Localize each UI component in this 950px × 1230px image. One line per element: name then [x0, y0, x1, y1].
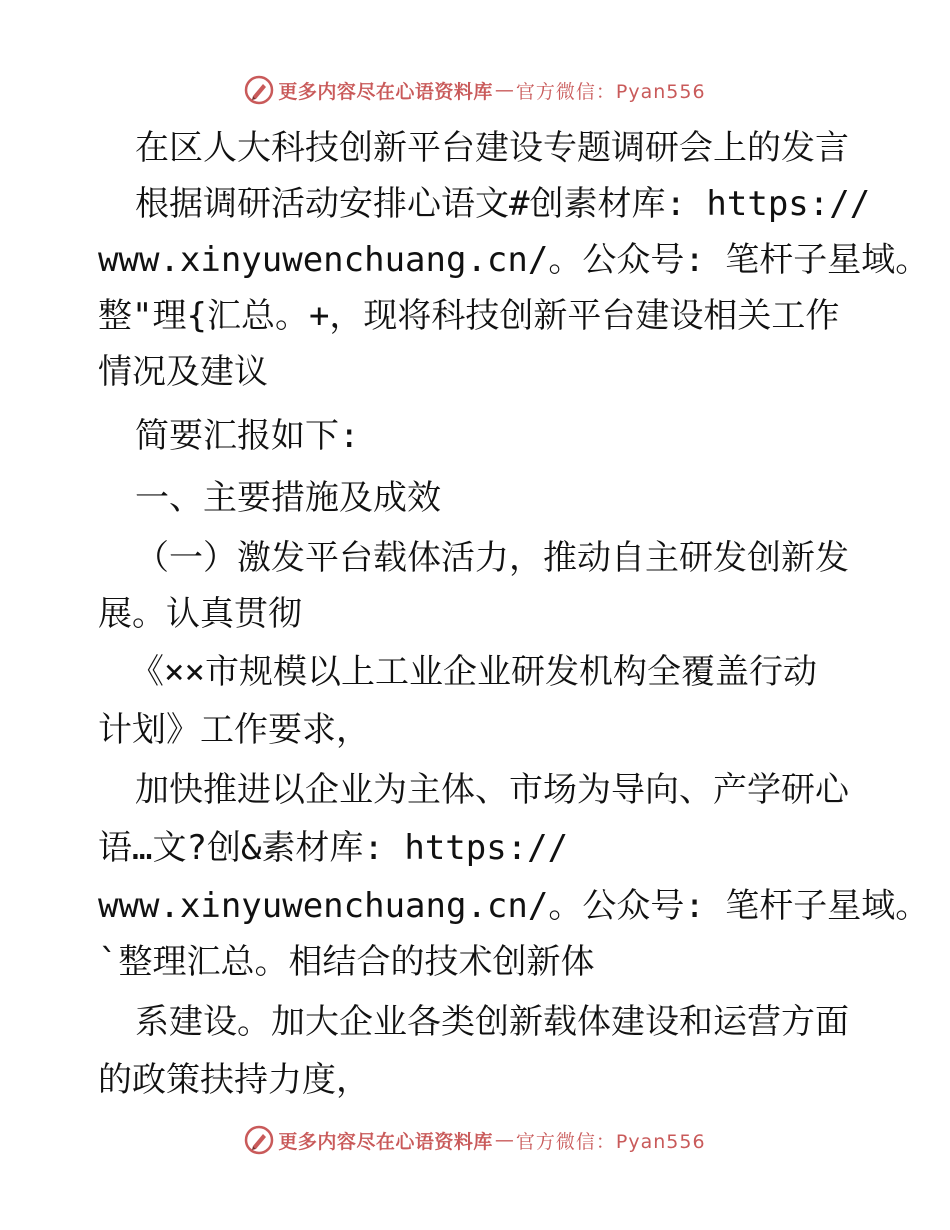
banner-separator: — [494, 79, 514, 101]
doc-line: 计划》工作要求， [98, 710, 370, 750]
doc-line: 的政策扶持力度， [98, 1060, 370, 1100]
banner-account-text: 官方微信：Pyan556 [515, 80, 706, 103]
pen-circle-logo-icon [244, 1125, 274, 1155]
doc-line: 系建设。加大企业各类创新载体建设和运营方面 [135, 1002, 849, 1042]
banner-account-text: 官方微信：Pyan556 [515, 1130, 706, 1153]
doc-line: 整"理{汇总。+，现将科技创新平台建设相关工作 [98, 296, 840, 336]
section-heading: 一、主要措施及成效 [135, 478, 441, 518]
header-banner [0, 70, 950, 110]
doc-line: 情况及建议 [98, 352, 268, 392]
doc-line: www.xinyuwenchuang.cn/。公众号: 笔杆子星域。 [98, 886, 930, 926]
doc-line: 展。认真贯彻 [98, 594, 302, 634]
doc-line: www.xinyuwenchuang.cn/。公众号: 笔杆子星域。 [98, 240, 930, 280]
doc-line: `整理汇总。相结合的技术创新体 [98, 942, 595, 982]
doc-line: 语…文?创&素材库: https:// [98, 828, 569, 868]
pen-circle-logo-icon [244, 75, 274, 105]
doc-line: 加快推进以企业为主体、市场为导向、产学研心 [135, 770, 849, 810]
banner-separator: — [494, 1129, 514, 1151]
doc-line: 根据调研活动安排心语文#创素材库: https:// [135, 184, 871, 224]
banner-main-text: 更多内容尽在心语资料库 [278, 1130, 493, 1153]
banner-main-text: 更多内容尽在心语资料库 [278, 80, 493, 103]
footer-banner [0, 1120, 950, 1160]
doc-line: 简要汇报如下: [135, 416, 360, 456]
doc-line: （一）激发平台载体活力，推动自主研发创新发 [135, 538, 849, 578]
doc-title: 在区人大科技创新平台建设专题调研会上的发言 [135, 128, 849, 168]
doc-line: 《××市规模以上工业企业研发机构全覆盖行动 [130, 652, 817, 692]
